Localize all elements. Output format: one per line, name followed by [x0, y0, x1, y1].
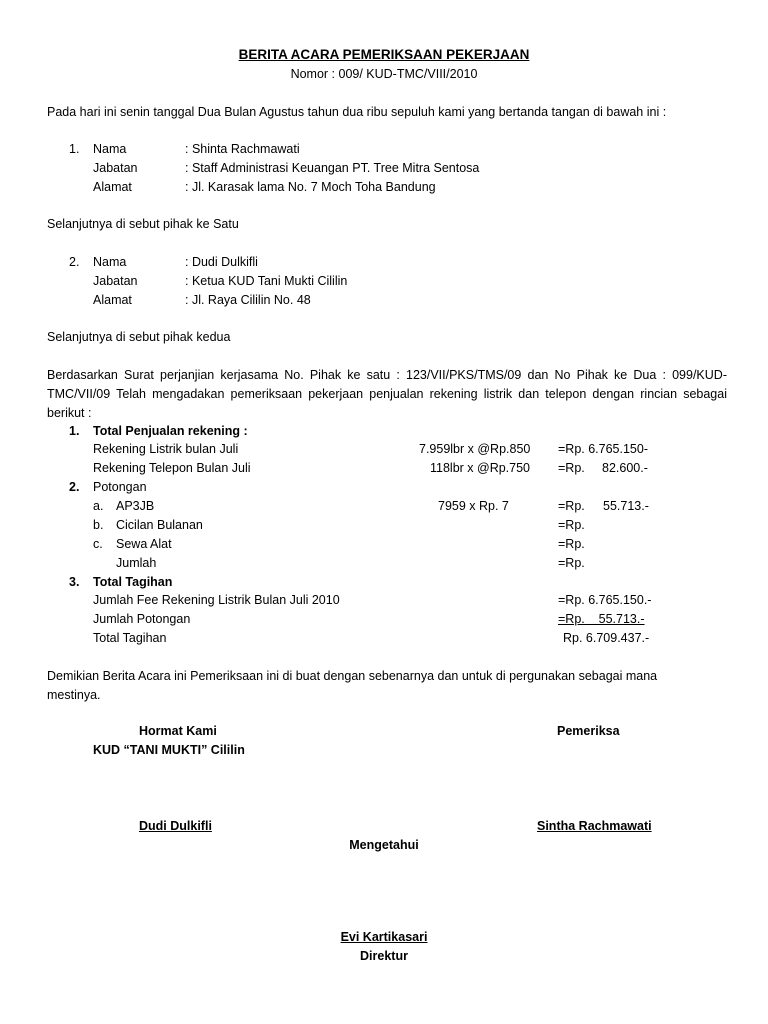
party1-position-label: Jabatan	[93, 161, 138, 175]
left-sign-title: Hormat Kami	[139, 724, 217, 738]
party2-position-label: Jabatan	[93, 274, 138, 288]
total-deduction-amount: =Rp. 55.713.-	[558, 612, 645, 626]
party2-address-value: : Jl. Raya Cililin No. 48	[185, 293, 311, 307]
deduction-total-amount: =Rp.	[558, 556, 585, 570]
phone-bill-label: Rekening Telepon Bulan Juli	[93, 461, 251, 475]
party2-note: Selanjutnya di sebut pihak kedua	[47, 330, 231, 344]
deduction-a-amount-value: 55.713.-	[603, 499, 649, 513]
section1-heading: Total Penjualan rekening :	[93, 424, 248, 438]
deduction-a-letter: a.	[93, 499, 104, 513]
phone-bill-calc: 118lbr x @Rp.750	[430, 461, 531, 475]
total-fee-label: Jumlah Fee Rekening Listrik Bulan Juli 2010	[93, 593, 340, 607]
section1-number: 1.	[69, 424, 80, 438]
deduction-a-amount-prefix: =Rp.	[558, 499, 585, 513]
agreement-paragraph: Berdasarkan Surat perjanjian kerjasama No. Pihak ke satu : 123/VII/PKS/TMS/09 dan No Pihak ke Dua : 099/KUD-TMC/VII/09 Telah mengadakan pemeriksaan pekerjaan penjualan rekening listrik dan telepon dengan rincian sebagai berikut :	[47, 368, 727, 420]
section2-number: 2.	[69, 480, 80, 494]
party2-address-label: Alamat	[93, 293, 132, 307]
closing-paragraph: Demikian Berita Acara ini Pemeriksaan ini di buat dengan sebenarnya dan untuk di pergunakan sebagai mana mestinya.	[47, 669, 658, 702]
deduction-total-label: Jumlah	[116, 556, 157, 570]
section3-heading: Total Tagihan	[93, 575, 173, 589]
party2-name-value: : Dudi Dulkifli	[185, 255, 258, 269]
party2-number: 2.	[69, 255, 80, 269]
grand-total-amount: Rp. 6.709.437.-	[563, 631, 650, 645]
deduction-b-amount: =Rp.	[558, 518, 585, 532]
witness-role: Direktur	[360, 949, 408, 963]
party2-name-label: Nama	[93, 255, 127, 269]
deduction-c-letter: c.	[93, 537, 103, 551]
party1-name-value: : Shinta Rachmawati	[185, 142, 300, 156]
witness-title: Mengetahui	[349, 838, 419, 852]
left-sign-organization: KUD “TANI MUKTI” Cililin	[93, 743, 245, 757]
deduction-a-calc: 7959 x Rp. 7	[438, 499, 509, 513]
left-signatory-name: Dudi Dulkifli	[139, 819, 212, 833]
witness-name: Evi Kartikasari	[340, 930, 428, 944]
party1-address-value: : Jl. Karasak lama No. 7 Moch Toha Bandung	[185, 180, 436, 194]
phone-bill-amount-value: 82.600.-	[602, 461, 648, 475]
deduction-c-amount: =Rp.	[558, 537, 585, 551]
electric-bill-label: Rekening Listrik bulan Juli	[93, 442, 239, 456]
electric-bill-calc: 7.959lbr x @Rp.850	[419, 442, 531, 456]
party1-name-label: Nama	[93, 142, 127, 156]
total-deduction-label: Jumlah Potongan	[93, 612, 191, 626]
electric-bill-amount: =Rp. 6.765.150-	[558, 442, 648, 456]
party1-address-label: Alamat	[93, 180, 132, 194]
grand-total-label: Total Tagihan	[93, 631, 167, 645]
intro-text: Pada hari ini senin tanggal Dua Bulan Agustus tahun dua ribu sepuluh kami yang bertanda tangan di bawah ini :	[47, 105, 667, 119]
right-signatory-name: Sintha Rachmawati	[537, 819, 652, 833]
document-title: BERITA ACARA PEMERIKSAAN PEKERJAAN	[238, 47, 530, 62]
section2-heading: Potongan	[93, 480, 147, 494]
deduction-c-label: Sewa Alat	[116, 537, 172, 551]
phone-bill-amount-prefix: =Rp.	[558, 461, 585, 475]
deduction-b-label: Cicilan Bulanan	[116, 518, 203, 532]
party1-note: Selanjutnya di sebut pihak ke Satu	[47, 217, 239, 231]
document-number: Nomor : 009/ KUD-TMC/VIII/2010	[290, 67, 478, 81]
deduction-a-label: AP3JB	[116, 499, 155, 513]
section3-number: 3.	[69, 575, 80, 589]
party2-position-value: : Ketua KUD Tani Mukti Cililin	[185, 274, 348, 288]
party1-number: 1.	[69, 142, 80, 156]
party1-position-value: : Staff Administrasi Keuangan PT. Tree Mitra Sentosa	[185, 161, 480, 175]
total-fee-amount: =Rp. 6.765.150.-	[558, 593, 652, 607]
deduction-b-letter: b.	[93, 518, 104, 532]
right-sign-title: Pemeriksa	[557, 724, 620, 738]
